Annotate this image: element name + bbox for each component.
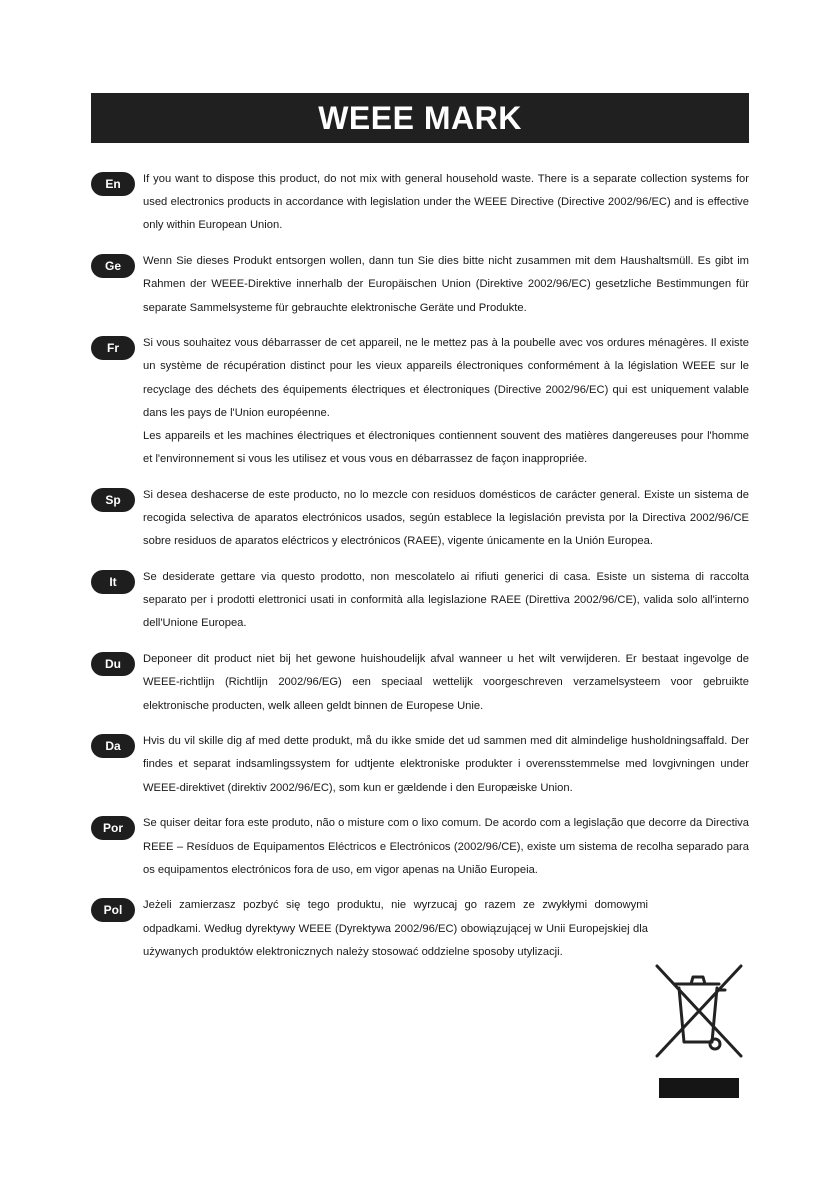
language-badge-por: Por (91, 816, 135, 840)
section-pol (91, 894, 749, 964)
paragraph-por: Se quiser deitar fora este produto, não o misture com o lixo comum. De acordo com a legislação que decorre da Directiva REEE – Resíduos de Equipamentos Eléctricos e Electrónicos (2002/96/CE), existe um sistema de recolha separado para os equipamentos electrónicos fora de uso, em vigor apenas na União Europeia. (143, 817, 749, 876)
section-en (91, 168, 749, 238)
paragraph-fr-1: Si vous souhaitez vous débarrasser de cet appareil, ne le mettez pas à la poubelle avec vos ordures ménagères. Il existe un système de récupération distinct pour les vieux appareils électroniques conformément à la législation WEEE sur le recyclage des déchets des équipements électriques et électroniques (Directive 2002/96/EC) qui est uniquement valable dans les pays de l'Union européenne. (143, 337, 749, 419)
paragraph-sp: Si desea deshacerse de este producto, no lo mezcle con residuos domésticos de carácter general. Existe un sistema de recogida selectiva de aparatos electrónicos usados, según establece la legislación prevista por la Directiva 2002/96/CE sobre residuos de aparatos eléctricos y electrónicos (RAEE), vigente únicamente en la Unión Europea. (143, 488, 749, 548)
title-bar (91, 93, 749, 143)
language-badge-en: En (91, 172, 135, 196)
section-por (91, 812, 749, 882)
language-badge-du: Du (91, 652, 135, 676)
language-badge-ge: Ge (91, 254, 135, 278)
section-sp (91, 484, 749, 554)
section-da (91, 730, 749, 800)
section-fr (91, 332, 749, 471)
paragraph-du: Deponeer dit product niet bij het gewone huishoudelijk afval wanneer u het wilt verwijderen. Er bestaat ingevolge de WEEE-richtlijn (Richtlijn 2002/96/EG) een speciaal wettelijk voorgeschreven verzamelsysteem voor gebruikte elektronische producten, welk alleen geldt binnen de Europese Unie. (143, 653, 749, 712)
language-badge-da: Da (91, 734, 135, 758)
section-it (91, 566, 749, 636)
paragraph-en: If you want to dispose this product, do not mix with general household waste. There is a separate collection systems for used electronics products in accordance with legislation under the WEEE Directive (Directive 2002/96/EC) and is effective only within European Union. (143, 173, 749, 232)
paragraph-ge: Wenn Sie dieses Produkt entsorgen wollen, dann tun Sie dies bitte nicht zusammen mit dem Haushaltsmüll. Es gibt im Rahmen der WEEE-Direktive innerhalb der Europäischen Union (Direktive 2002/96/EC) gesetzliche Bestimmungen für separate Sammelsysteme für gebrauchte elektronische Geräte und Produkte. (143, 255, 749, 314)
page-title: WEEE MARK (318, 99, 522, 136)
paragraph-it: Se desiderate gettare via questo prodotto, non mescolatelo ai rifiuti generici di casa. Esiste un sistema di raccolta separato per i prodotti elettronici usati in conformità alla legislazione RAEE (Direttiva 2002/96/CE), valida solo all'interno dell'Unione Europea. (143, 571, 749, 630)
crossed-out-wheelie-bin-icon (651, 960, 747, 1062)
language-sections (91, 168, 749, 977)
section-ge (91, 250, 749, 320)
paragraph-fr-2: Les appareils et les machines électriques et électroniques contiennent souvent des matières dangereuses pour l'homme et l'environnement si vous les utilisez et vous vous en débarrassez de façon inappropriée. (143, 430, 749, 466)
language-badge-it: It (91, 570, 135, 594)
language-badge-fr: Fr (91, 336, 135, 360)
black-bar (659, 1078, 739, 1098)
language-badge-pol: Pol (91, 898, 135, 922)
language-badge-sp: Sp (91, 488, 135, 512)
paragraph-pol: Jeżeli zamierzasz pozbyć się tego produktu, nie wyrzucaj go razem ze zwykłymi domowymi odpadkami. Według dyrektywy WEEE (Dyrektywa 2002/96/EC) obowiązującej w Unii Europejskiej dla używanych produktów elektronicznych należy stosować oddzielne sposoby utylizacji. (143, 899, 648, 958)
paragraph-da: Hvis du vil skille dig af med dette produkt, må du ikke smide det ud sammen med dit almindelige husholdningsaffald. Der findes et separat indsamlingssystem for udtjente elektroniske produkter i overensstemmelse med lovgivningen under WEEE-direktivet (direktiv 2002/96/EC), som kun er gældende i den Europæiske Union. (143, 735, 749, 794)
section-du (91, 648, 749, 718)
